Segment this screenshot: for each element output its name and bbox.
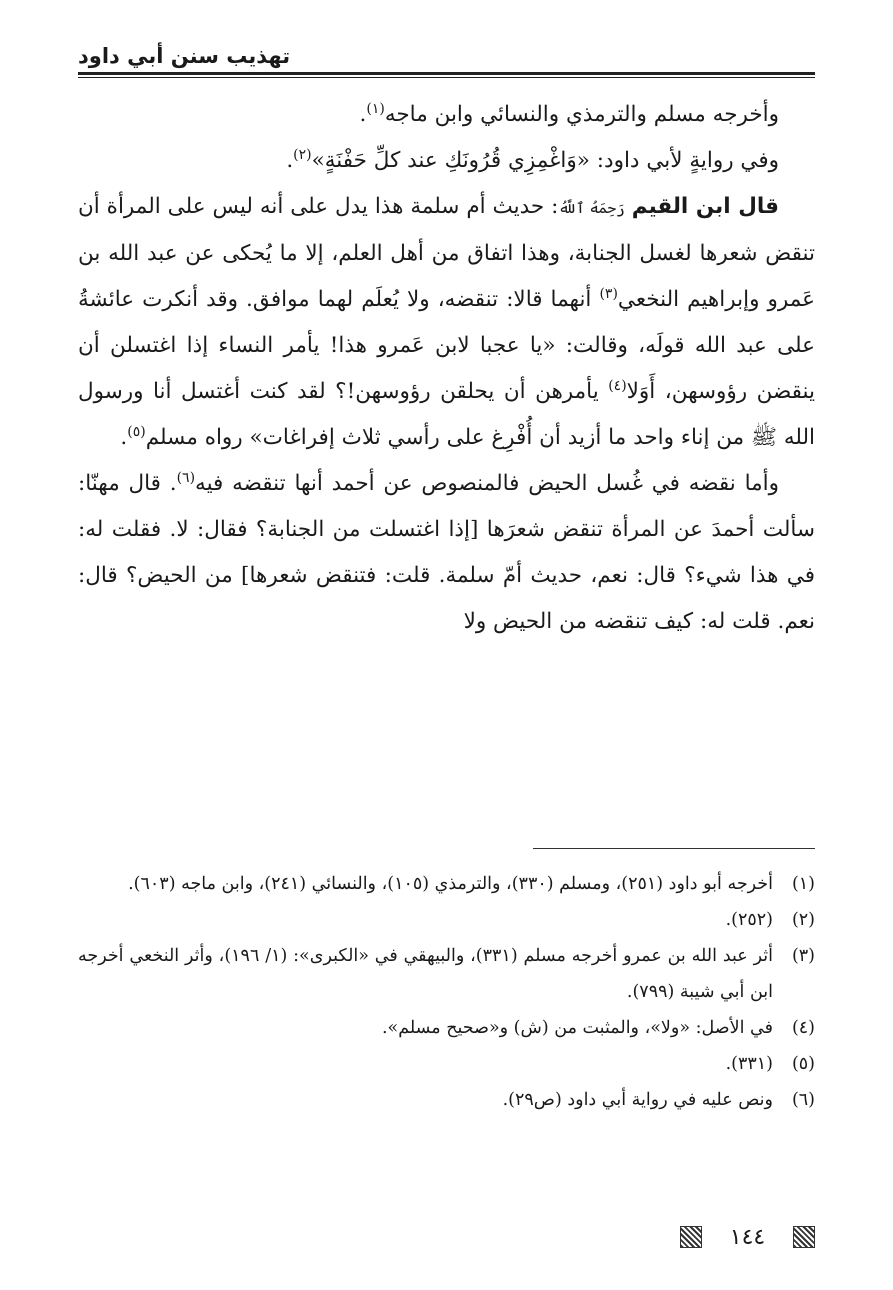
- footnote-number: (٣): [791, 946, 815, 966]
- paragraph: [78, 184, 815, 461]
- footnote-ref[interactable]: (٣): [599, 285, 618, 302]
- paragraph-text: . قال مهنّا: سألت أحمدَ عن المرأة تنقض شعرَها [إذا اغتسلت من الجنابة؟ فقال: لا. فقلت له: في هذا شيء؟ قال: نعم، حديث أمّ سلمة. قلت: فتنقض شعرها] من الحيض؟ قال: نعم. قلت له: كيف تنقضه من الحيض ولا: [78, 471, 815, 634]
- footnote-item: [78, 1010, 815, 1046]
- page-number-block: [680, 1222, 815, 1252]
- honorific: رَحِمَهُ ٱللَّهُ: [558, 199, 625, 217]
- footnote-text: (٣٣١).: [725, 1054, 773, 1074]
- paragraph: [78, 138, 815, 184]
- punctuation: .: [359, 102, 367, 127]
- footnote-text: ونص عليه في رواية أبي داود (ص٢٩).: [502, 1090, 773, 1110]
- footnote-text: في الأصل: «ولا»، والمثبت من (ش) و«صحيح مسلم».: [381, 1018, 773, 1038]
- book-title: تهذيب سنن أبي داود: [78, 44, 291, 68]
- footnote-number: (٢): [791, 910, 815, 930]
- footnote-item: [78, 1082, 815, 1118]
- running-header: [78, 44, 815, 74]
- main-text: [78, 92, 815, 645]
- footnote-text: (٢٥٢).: [725, 910, 773, 930]
- footnotes: [78, 866, 815, 1118]
- paragraph-text: وفي روايةٍ لأبي داود: «وَاغْمِزِي قُرُونَكِ عند كلِّ حَفْنَةٍ»: [311, 148, 779, 173]
- footnote-item: [78, 866, 815, 902]
- footnote-item: [78, 938, 815, 1010]
- header-rule-thin: [78, 77, 815, 78]
- paragraph-text: يأمرهن أن يحلقن رؤوسهن!؟ لقد كنت أغتسل أنا ورسول الله ﷺ من إناء واحد ما أزيد أن أُفْرِغ على رأسي ثلاث إفراغات» رواه مسلم: [78, 379, 815, 450]
- header-rule-thick: [78, 72, 815, 75]
- paragraph: [78, 461, 815, 645]
- footnote-number: (٥): [791, 1054, 815, 1074]
- paragraph-text: : حديث أم سلمة هذا يدل على أنه ليس على المرأة أن تنقض شعرها لغسل الجنابة، وهذا اتفاق من أهل العلم، إلا ما يُحكى عن عبد الله بن عَمرو وإبراهيم النخعي: [78, 194, 815, 312]
- footnote-text: أثر عبد الله بن عمرو أخرجه مسلم (٣٣١)، والبيهقي في «الكبرى»: (١/ ١٩٦)، وأثر النخعي أخرجه ابن أبي شيبة (٧٩٩).: [78, 946, 773, 1002]
- paragraph: [78, 92, 815, 138]
- ornament-icon: [793, 1226, 815, 1248]
- paragraph-text: أنهما قالا: تنقضه، ولا يُعلَم لهما موافق. وقد أنكرت عائشةُ على عبد الله قولَه، وقالت: «يا عجبا لابن عَمرو هذا! يأمر النساء إذا اغتسلن أن ينقضن رؤوسهن، أَوَلا: [78, 287, 815, 404]
- footnote-item: [78, 902, 815, 938]
- footnote-number: (٦): [791, 1090, 815, 1110]
- punctuation: .: [120, 425, 128, 450]
- punctuation: .: [286, 148, 294, 173]
- footnote-ref[interactable]: (٤): [608, 377, 627, 394]
- footnote-ref[interactable]: (٦): [176, 469, 196, 486]
- paragraph-text: وأما نقضه في غُسل الحيض فالمنصوص عن أحمد أنها تنقضه فيه: [195, 471, 779, 496]
- footnote-separator: [533, 848, 815, 849]
- paragraph-text: وأخرجه مسلم والترمذي والنسائي وابن ماجه: [384, 102, 779, 127]
- page-number: ١٤٤: [729, 1224, 766, 1250]
- footnote-item: [78, 1046, 815, 1082]
- ornament-icon: [680, 1226, 702, 1248]
- footnote-ref[interactable]: (١): [366, 100, 385, 117]
- footnote-number: (١): [791, 874, 815, 894]
- footnote-text: أخرجه أبو داود (٢٥١)، ومسلم (٣٣٠)، والترمذي (١٠٥)، والنسائي (٢٤١)، وابن ماجه (٦٠٣).: [128, 874, 773, 894]
- footnote-ref[interactable]: (٥): [127, 423, 146, 440]
- footnote-ref[interactable]: (٢): [293, 146, 312, 163]
- speaker-lead: قال ابن القيم: [631, 194, 779, 219]
- footnote-number: (٤): [791, 1018, 815, 1038]
